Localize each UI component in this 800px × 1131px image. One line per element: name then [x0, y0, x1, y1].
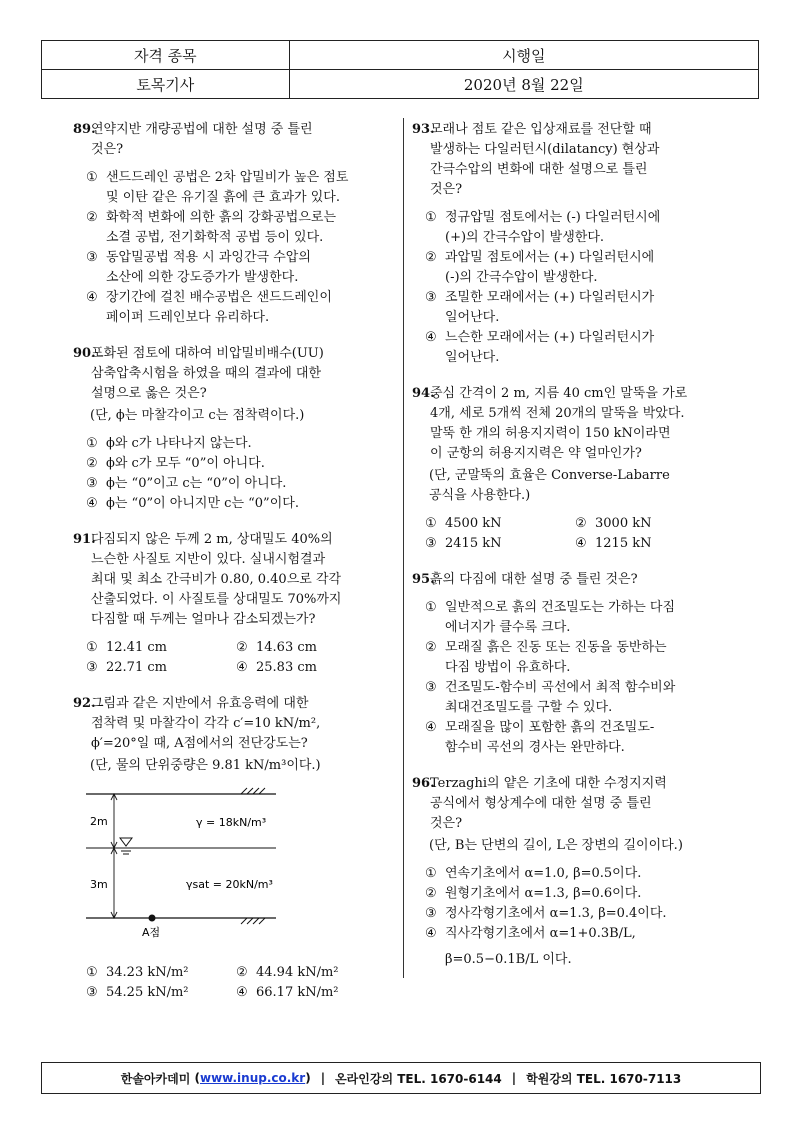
- question-89: [73, 120, 386, 328]
- dim-label-upper: 2m: [90, 815, 108, 828]
- question-note: (단, 물의 단위중량은 9.81 kN/m³이다.): [90, 758, 321, 773]
- question-text: 연약지반 개량공법에 대한 설명 중 틀린 것은?: [91, 122, 313, 157]
- header-value-subject: 토목기사: [42, 70, 290, 99]
- footer-banner: 한솔아카데미 ( www.inup.co.kr ) | 온라인강의 TEL. 1670-6144 | 학원강의 TEL. 1670-7113: [41, 1062, 761, 1094]
- question-text: 포화된 점토에 대하여 비압밀비배수(UU) 삼축압축시험을 하였을 때의 결과에 대한 설명으로 옳은 것은?: [91, 346, 324, 401]
- online-phone: 온라인강의 TEL. 1670-6144: [335, 1071, 502, 1086]
- option-4: ④ 느슨한 모래에서는 (+) 다일러턴시가 일어난다.: [425, 330, 655, 365]
- unit-weight-label: γ = 18kN/m³: [196, 816, 267, 829]
- option-4: ④ 66.17 kN/m²: [236, 985, 339, 1000]
- question-note: (단, 군말뚝의 효율은 Converse-Labarre 공식을 사용한다.): [429, 468, 670, 503]
- option-4: ④ 모래질을 많이 포함한 흙의 건조밀도- 함수비 곡선의 경사는 완만하다.: [425, 720, 655, 755]
- option-2: ② 과압밀 점토에서는 (+) 다일러턴시에 (-)의 간극수압이 발생한다.: [425, 250, 655, 285]
- option-3: ③ 조밀한 모래에서는 (+) 다일러턴시가 일어난다.: [425, 290, 655, 325]
- question-90: [73, 344, 386, 514]
- options: [86, 963, 386, 1003]
- options: [425, 514, 725, 554]
- option-4: ④ 직사각형기초에서 α=1+0.3B/L,: [425, 926, 636, 941]
- question-text: 다짐되지 않은 두께 2 m, 상대밀도 40%의 느슨한 사질토 지반이 있다. 실내시험결과 최대 및 최소 간극비가 0.80, 0.40으로 각각 산출되었다. 이 사질토를 상대밀도 70%까지 다짐할 때 두께는 얼마나 감소되겠는가?: [91, 532, 342, 627]
- option-3: ③ 건조밀도-함수비 곡선에서 최적 함수비와 최대건조밀도를 구할 수 있다.: [425, 680, 676, 715]
- question-91: [73, 530, 386, 678]
- option-3: ③ 22.71 cm: [86, 660, 167, 675]
- options: [425, 208, 725, 368]
- option-4-continuation: β=0.5−0.1B/L 이다.: [445, 952, 572, 967]
- option-2: ② 원형기초에서 α=1.3, β=0.6이다.: [425, 886, 642, 901]
- question-96: [412, 774, 725, 970]
- header-value-date: 2020년 8월 22일: [289, 70, 758, 99]
- soil-profile-diagram: [46, 782, 296, 942]
- option-1: ① 정규압밀 점토에서는 (-) 다일러턴시에 (+)의 간극수압이 발생한다.: [425, 210, 661, 245]
- options: [425, 864, 725, 970]
- question-text: 중심 간격이 2 m, 지름 40 cm인 말뚝을 가로 4개, 세로 5개씩 전체 20개의 말뚝을 박았다. 말뚝 한 개의 허용지지력이 150 kN이라면 이 군항의 허용지지력은 약 얼마인가?: [430, 386, 688, 461]
- question-note: (단, ϕ는 마찰각이고 c는 점착력이다.): [90, 408, 305, 423]
- exam-header-table: [41, 40, 759, 99]
- option-2: ② 14.63 cm: [236, 640, 317, 655]
- header-label-date: 시행일: [289, 41, 758, 70]
- academy-website-link[interactable]: www.inup.co.kr: [199, 1071, 306, 1085]
- option-2: ② ϕ와 c가 모두 “0”이 아니다.: [86, 456, 265, 471]
- options: [86, 434, 386, 514]
- option-4: ④ 장기간에 걸친 배수공법은 샌드드레인이 페이퍼 드레인보다 유리하다.: [86, 290, 332, 325]
- footer-separator: |: [511, 1071, 517, 1085]
- option-3: ③ ϕ는 “0”이고 c는 “0”이 아니다.: [86, 476, 287, 491]
- option-1: ① 4500 kN: [425, 516, 502, 531]
- options: [86, 168, 386, 328]
- option-1: ① 연속기초에서 α=1.0, β=0.5이다.: [425, 866, 642, 881]
- question-92: [73, 694, 386, 1003]
- footer-separator: |: [320, 1071, 326, 1085]
- question-94: [412, 384, 725, 554]
- question-number: 91.: [73, 532, 96, 547]
- question-number: 92.: [73, 696, 96, 711]
- academy-name: 한솔아카데미: [120, 1071, 191, 1086]
- point-a-label: A점: [142, 926, 161, 939]
- option-1: ① 일반적으로 흙의 건조밀도는 가하는 다짐 에너지가 클수록 크다.: [425, 600, 676, 635]
- question-93: [412, 120, 725, 368]
- question-note: (단, B는 단변의 길이, L은 장변의 길이이다.): [429, 838, 683, 853]
- left-column: [73, 120, 386, 1019]
- question-number: 95.: [412, 572, 435, 587]
- saturated-unit-weight-label: γsat = 20kN/m³: [186, 878, 273, 891]
- options: [86, 638, 386, 678]
- question-text: 그림과 같은 지반에서 유효응력에 대한 점착력 및 마찰각이 각각 c′=10 kN/m², ϕ′=20°일 때, A점에서의 전단강도는?: [91, 696, 321, 751]
- option-3: ③ 정사각형기초에서 α=1.3, β=0.4이다.: [425, 906, 667, 921]
- header-label-subject: 자격 종목: [42, 41, 290, 70]
- offline-phone: 학원강의 TEL. 1670-7113: [526, 1071, 682, 1086]
- options: [425, 598, 725, 758]
- option-4: ④ ϕ는 “0”이 아니지만 c는 “0”이다.: [86, 496, 299, 511]
- column-divider: [403, 118, 404, 978]
- option-3: ③ 동압밀공법 적용 시 과잉간극 수압의 소산에 의한 강도증가가 발생한다.: [86, 250, 311, 285]
- question-number: 89.: [73, 122, 96, 137]
- question-text: Terzaghi의 얕은 기초에 대한 수정지지력 공식에서 형상계수에 대한 설명 중 틀린 것은?: [430, 776, 667, 831]
- option-2: ② 3000 kN: [575, 516, 652, 531]
- option-4: ④ 25.83 cm: [236, 660, 317, 675]
- option-4: ④ 1215 kN: [575, 536, 652, 551]
- question-text: 흙의 다짐에 대한 설명 중 틀린 것은?: [430, 572, 638, 587]
- point-a-marker: [149, 915, 156, 922]
- question-number: 93.: [412, 122, 435, 137]
- question-number: 96.: [412, 776, 435, 791]
- option-3: ③ 54.25 kN/m²: [86, 985, 189, 1000]
- question-95: [412, 570, 725, 758]
- base-hatch-icon: [241, 918, 265, 924]
- option-2: ② 모래질 흙은 진동 또는 진동을 동반하는 다짐 방법이 유효하다.: [425, 640, 667, 675]
- right-column: [412, 120, 725, 986]
- option-2: ② 44.94 kN/m²: [236, 965, 339, 980]
- option-1: ① 34.23 kN/m²: [86, 965, 189, 980]
- option-2: ② 화학적 변화에 의한 흙의 강화공법으로는 소결 공법, 전기화학적 공법 등이 있다.: [86, 210, 337, 245]
- option-3: ③ 2415 kN: [425, 536, 502, 551]
- question-text: 모래나 점토 같은 입상재료를 전단할 때 발생하는 다일러턴시(dilatancy) 현상과 간극수압의 변화에 대한 설명으로 틀린 것은?: [430, 122, 660, 197]
- option-1: ① 12.41 cm: [86, 640, 167, 655]
- water-table-icon: [120, 838, 132, 854]
- ground-hatch-icon: [241, 788, 265, 794]
- question-number: 90.: [73, 346, 96, 361]
- option-1: ① 샌드드레인 공법은 2차 압밀비가 높은 점토 및 이탄 같은 유기질 흙에 큰 효과가 있다.: [86, 170, 349, 205]
- dim-label-lower: 3m: [90, 878, 108, 891]
- question-number: 94.: [412, 386, 435, 401]
- option-1: ① ϕ와 c가 나타나지 않는다.: [86, 436, 252, 451]
